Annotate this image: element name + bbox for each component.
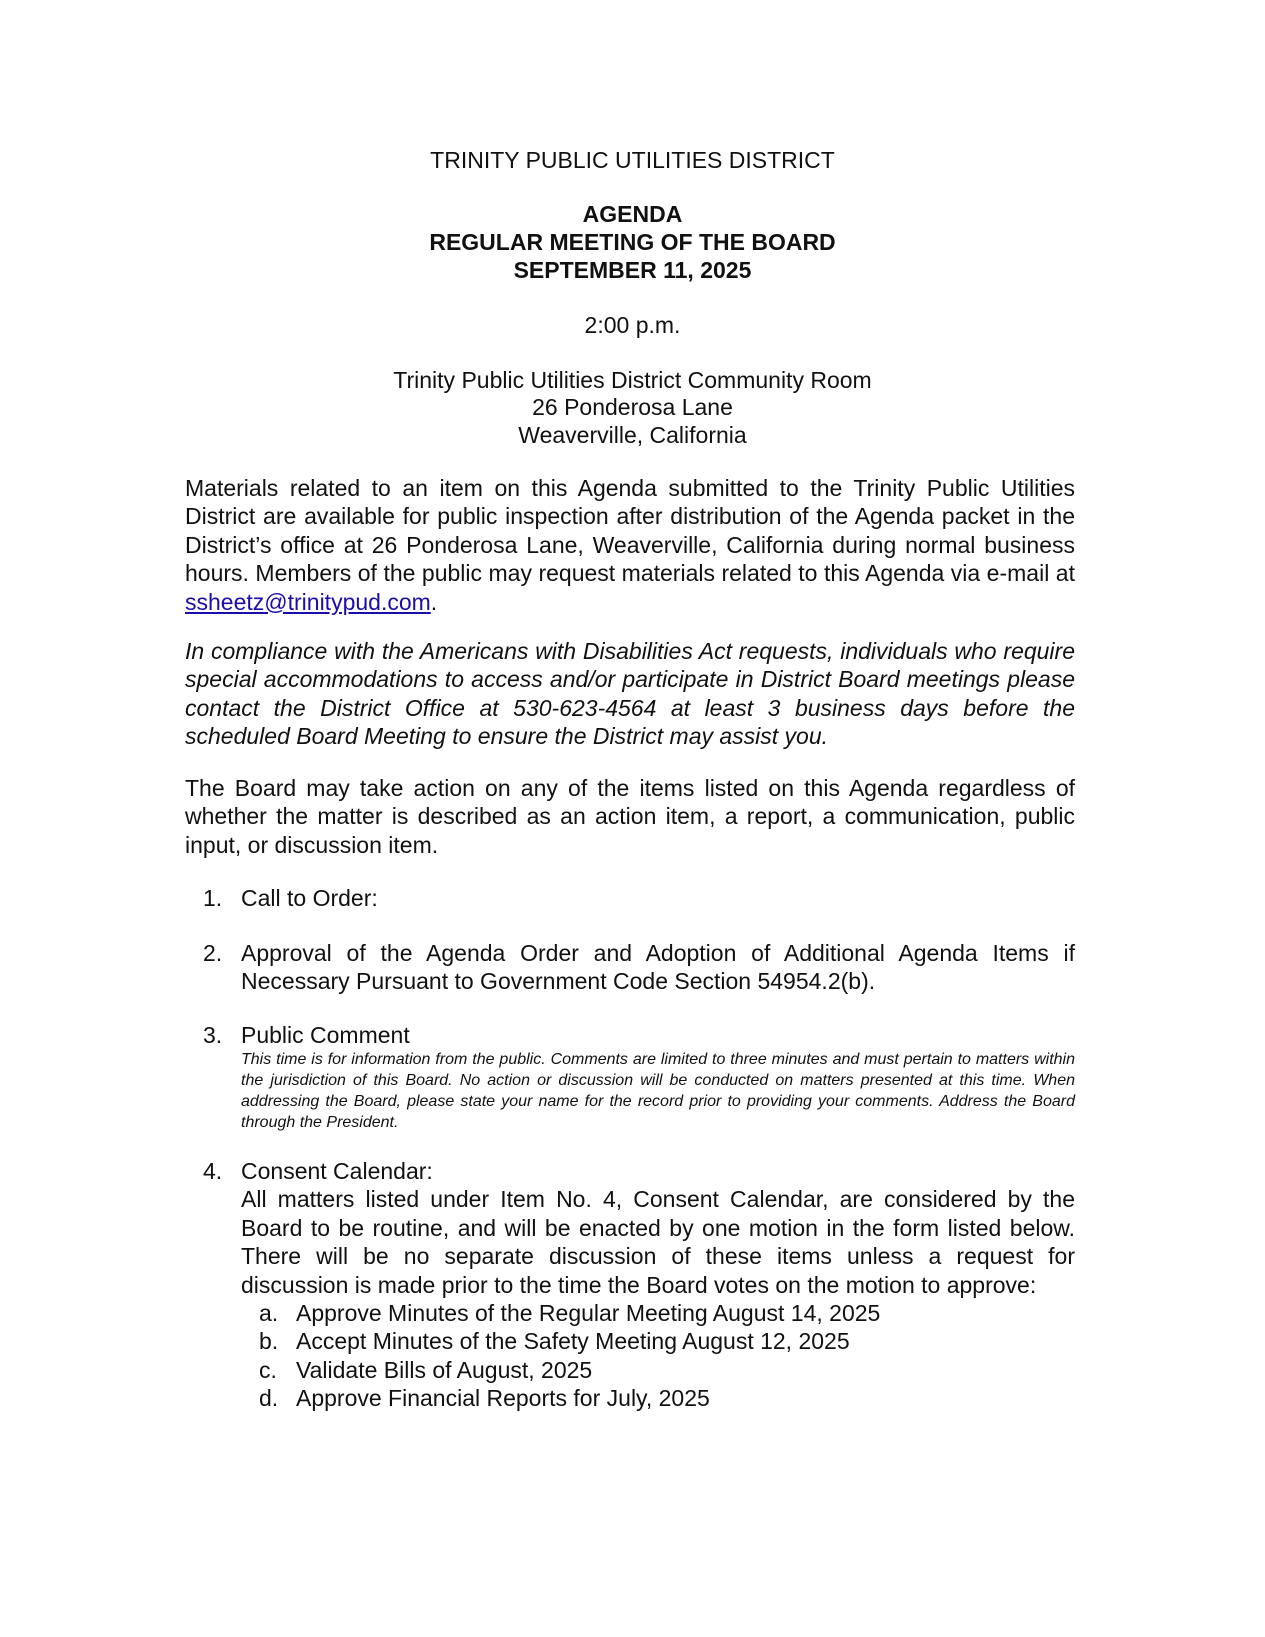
agenda-item-3 [185, 1021, 1075, 1133]
action-notice: The Board may take action on any of the items listed on this Agenda regardless of whether the matter is described as an action item, a report, a communication, public input, or discussion item. [185, 775, 1075, 858]
subitem-letter: d. [259, 1385, 279, 1412]
consent-subitem-b [241, 1327, 1075, 1355]
location-city: Weaverville, California [518, 422, 747, 448]
email-link[interactable]: ssheetz@trinitypud.com [185, 588, 431, 615]
subitem-letter: a. [259, 1300, 279, 1327]
item-title: Approval of the Agenda Order and Adoption of Additional Agenda Items if Necessary Pursuant to Government Code Section 54954.2(b). [241, 940, 1075, 995]
subitem-text: Accept Minutes of the Safety Meeting August 12, 2025 [296, 1328, 850, 1355]
meeting-date: SEPTEMBER 11, 2025 [513, 257, 752, 283]
materials-period: . [430, 588, 438, 615]
ada-notice: In compliance with the Americans with Disabilities Act requests, individuals who require special accommodations to access and/or participate in District Board meetings please contact the District Office at 530-623-4564 at least 3 business days before the scheduled Board Meeting to ensure the District may assist you. [185, 638, 1075, 750]
item-number: 1. [203, 885, 223, 911]
meeting-time: 2:00 p.m. [584, 312, 681, 338]
item-title: Call to Order: [241, 885, 378, 911]
meeting-title: REGULAR MEETING OF THE BOARD [429, 229, 836, 255]
subitem-letter: b. [259, 1328, 279, 1355]
subitem-text: Approve Minutes of the Regular Meeting August 14, 2025 [296, 1300, 881, 1327]
public-comment-note: This time is for information from the public. Comments are limited to three minutes and must pertain to matters within the jurisdiction of this Board. No action or discussion will be conducted on matters presented at this time. When addressing the Board, please state your name for the record prior to providing your comments. Address the Board through the President. [241, 1051, 1075, 1132]
subitem-letter: c. [259, 1356, 277, 1383]
organization-name: TRINITY PUBLIC UTILITIES DISTRICT [430, 147, 835, 173]
consent-subitem-a [241, 1299, 1075, 1327]
agenda-item-1 [185, 884, 1075, 912]
item-number: 2. [203, 940, 223, 966]
document-type: AGENDA [582, 201, 683, 227]
subitem-text: Approve Financial Reports for July, 2025 [296, 1385, 710, 1412]
item-number: 3. [203, 1022, 223, 1048]
agenda-item-2 [185, 939, 1075, 996]
consent-calendar-description: All matters listed under Item No. 4, Consent Calendar, are considered by the Board to be routine, and will be enacted by one motion in the form listed below. There will be no separate discussion of these items unless a request for discussion is made prior to the time the Board votes on the motion to approve: [241, 1186, 1075, 1298]
item-title: Consent Calendar: [241, 1158, 433, 1184]
item-number: 4. [203, 1158, 223, 1184]
location-street: 26 Ponderosa Lane [532, 394, 733, 420]
materials-text: Materials related to an item on this Agenda submitted to the Trinity Public Utilities District are available for public inspection after distribution of the Agenda packet in the District’s office at 26 Ponderosa Lane, Weaverville, California during normal business hours. Members of the public may request materials related to this Agenda via e-mail at [185, 475, 1075, 587]
consent-subitem-c [241, 1356, 1075, 1384]
subitem-text: Validate Bills of August, 2025 [296, 1356, 593, 1383]
agenda-item-4 [185, 1157, 1075, 1413]
consent-subitem-d [241, 1384, 1075, 1412]
location-room: Trinity Public Utilities District Community Room [393, 367, 872, 393]
materials-paragraph [185, 474, 1075, 616]
item-title: Public Comment [241, 1022, 410, 1048]
